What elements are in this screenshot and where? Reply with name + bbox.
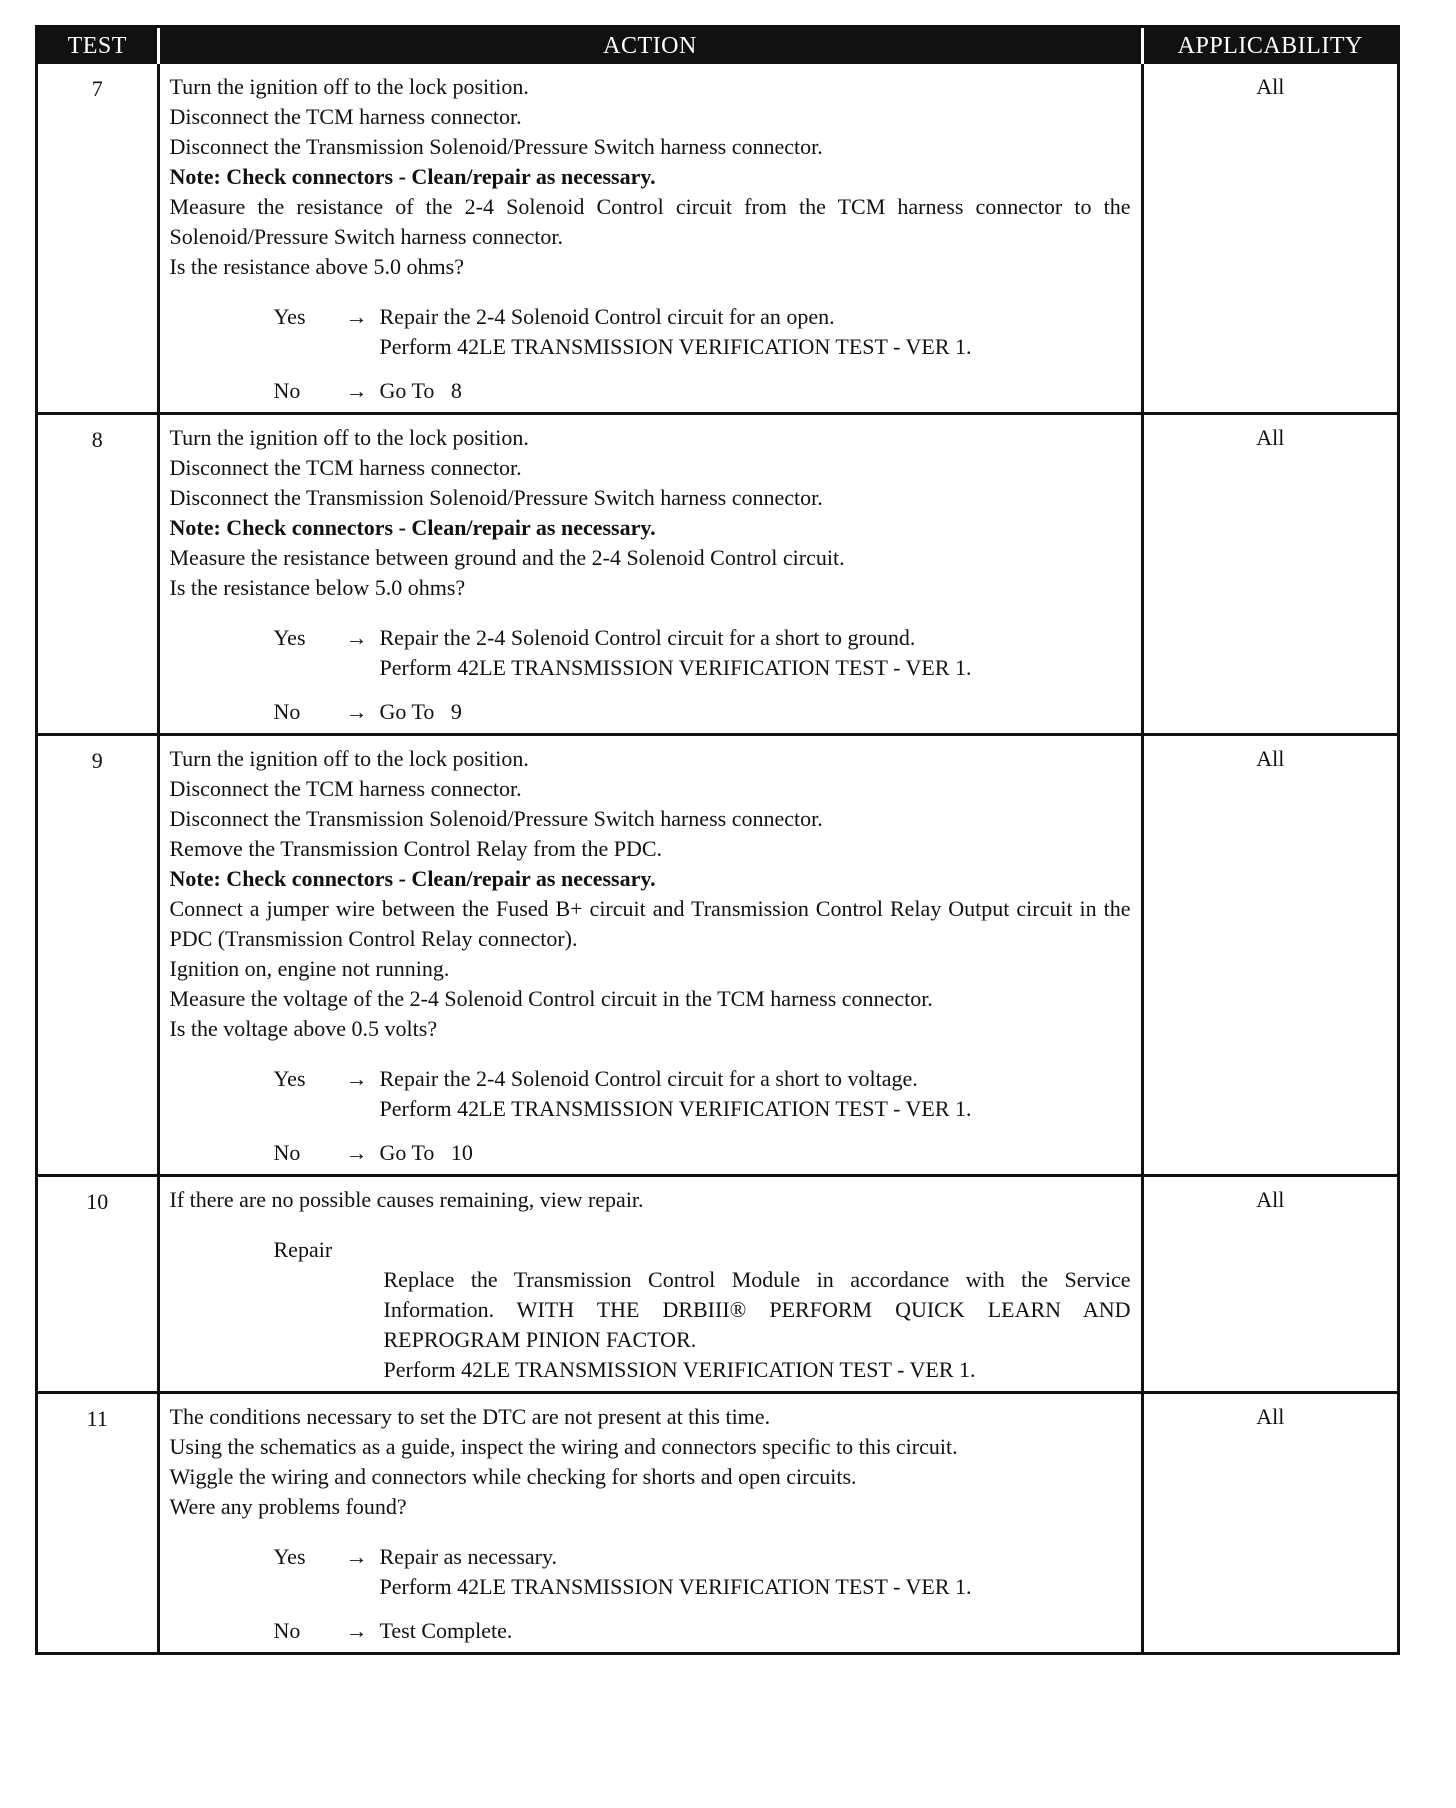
test-number: 7 [38, 64, 158, 414]
no-label: No [273, 378, 301, 403]
arrow-right-icon: → [345, 1140, 368, 1165]
action-cell [158, 735, 1142, 1176]
yes-result-line: Perform 42LE TRANSMISSION VERIFICATION TEST - VER 1. [379, 655, 972, 680]
no-outcome [170, 697, 1131, 727]
no-outcome [170, 376, 1131, 406]
action-step: If there are no possible causes remaining, view repair. [169, 1187, 644, 1212]
applicability-value: All [1142, 735, 1397, 1176]
yes-result [380, 302, 1131, 362]
action-cell [158, 1393, 1142, 1653]
action-step: Wiggle the wiring and connectors while checking for shorts and open circuits. [169, 1464, 857, 1489]
action-step: Disconnect the TCM harness connector. [169, 455, 522, 480]
no-result: Go To 9 [379, 699, 462, 724]
yes-outcome [170, 302, 1131, 362]
action-step: Disconnect the Transmission Solenoid/Pressure Switch harness connector. [169, 806, 823, 831]
repair-text: Replace the Transmission Control Module in accordance with the Service Information. WITH THE DRBIII® PERFORM QUICK LEARN AND REPROGRAM PINION FACTOR. [383, 1267, 1131, 1352]
action-step: Disconnect the Transmission Solenoid/Pressure Switch harness connector. [169, 485, 823, 510]
yes-outcome [170, 1064, 1131, 1124]
table-row [38, 414, 1397, 735]
action-step: Turn the ignition off to the lock position. [169, 74, 529, 99]
action-cell [158, 64, 1142, 414]
yes-result [380, 623, 1131, 683]
action-step: Turn the ignition off to the lock position. [169, 425, 529, 450]
header-action: ACTION [158, 28, 1142, 64]
arrow-right-icon: → [345, 1618, 368, 1643]
action-note: Note: Check connectors - Clean/repair as necessary. [169, 164, 656, 189]
action-step: Turn the ignition off to the lock position. [169, 746, 529, 771]
diagnostic-table-frame [35, 25, 1400, 1655]
arrow-right-icon: → [345, 304, 368, 329]
no-label: No [273, 699, 301, 724]
yes-label: Yes [273, 1544, 306, 1569]
action-question: Were any problems found? [169, 1494, 407, 1519]
action-step: Ignition on, engine not running. [169, 956, 450, 981]
table-header [38, 28, 1397, 64]
arrow-right-icon: → [345, 699, 368, 724]
action-step: Using the schematics as a guide, inspect the wiring and connectors specific to this circuit. [169, 1434, 958, 1459]
test-number: 11 [38, 1393, 158, 1653]
action-step: Measure the resistance between ground and the 2-4 Solenoid Control circuit. [169, 545, 845, 570]
yes-result-line: Repair the 2-4 Solenoid Control circuit for a short to ground. [379, 625, 916, 650]
action-question: Is the resistance below 5.0 ohms? [169, 575, 466, 600]
yes-result [380, 1064, 1131, 1124]
action-step: Measure the resistance of the 2-4 Solenoid Control circuit from the TCM harness connector to the Solenoid/Pressure Switch harness connector. [169, 194, 1131, 249]
action-question: Is the resistance above 5.0 ohms? [169, 254, 464, 279]
applicability-value: All [1142, 1176, 1397, 1393]
no-result: Go To 10 [379, 1140, 473, 1165]
arrow-right-icon: → [345, 625, 368, 650]
table-row [38, 735, 1397, 1176]
yes-outcome [170, 623, 1131, 683]
table-row [38, 64, 1397, 414]
diagnostic-test-table [38, 28, 1397, 1652]
yes-result-line: Perform 42LE TRANSMISSION VERIFICATION TEST - VER 1. [379, 334, 972, 359]
action-step: Remove the Transmission Control Relay from the PDC. [169, 836, 663, 861]
no-result: Test Complete. [379, 1618, 513, 1643]
test-number: 8 [38, 414, 158, 735]
no-outcome [170, 1616, 1131, 1646]
no-outcome [170, 1138, 1131, 1168]
applicability-value: All [1142, 414, 1397, 735]
applicability-value: All [1142, 64, 1397, 414]
arrow-right-icon: → [345, 1066, 368, 1091]
yes-result-line: Repair the 2-4 Solenoid Control circuit for a short to voltage. [379, 1066, 918, 1091]
table-row [38, 1393, 1397, 1653]
applicability-value: All [1256, 1404, 1285, 1429]
action-step: The conditions necessary to set the DTC are not present at this time. [169, 1404, 771, 1429]
action-cell [158, 1176, 1142, 1393]
no-label: No [273, 1618, 301, 1643]
test-number: 9 [38, 735, 158, 1176]
arrow-right-icon: → [345, 1544, 368, 1569]
yes-label: Yes [273, 625, 306, 650]
yes-result-line: Perform 42LE TRANSMISSION VERIFICATION TEST - VER 1. [379, 1574, 972, 1599]
header-applicability: APPLICABILITY [1142, 28, 1397, 64]
test-number: 10 [38, 1176, 158, 1393]
action-note: Note: Check connectors - Clean/repair as necessary. [169, 866, 656, 891]
yes-result-line: Repair as necessary. [379, 1544, 558, 1569]
no-label: No [273, 1140, 301, 1165]
action-step: Disconnect the Transmission Solenoid/Pressure Switch harness connector. [169, 134, 823, 159]
action-note: Note: Check connectors - Clean/repair as necessary. [169, 515, 656, 540]
repair-instructions [384, 1265, 1131, 1355]
yes-label: Yes [273, 304, 306, 329]
table-row [38, 1176, 1397, 1393]
no-result: Go To 8 [379, 378, 462, 403]
action-step: Connect a jumper wire between the Fused B+ circuit and Transmission Control Relay Output circuit in the PDC (Transmission Control Relay connector). [169, 896, 1131, 951]
yes-label: Yes [273, 1066, 306, 1091]
yes-result-line: Repair the 2-4 Solenoid Control circuit for an open. [379, 304, 835, 329]
repair-perform: Perform 42LE TRANSMISSION VERIFICATION TEST - VER 1. [383, 1357, 976, 1382]
header-test: TEST [38, 28, 158, 64]
arrow-right-icon: → [345, 378, 368, 403]
yes-result-line: Perform 42LE TRANSMISSION VERIFICATION TEST - VER 1. [379, 1096, 972, 1121]
yes-result [380, 1542, 1131, 1602]
action-cell [158, 414, 1142, 735]
action-step: Disconnect the TCM harness connector. [169, 104, 522, 129]
action-step: Measure the voltage of the 2-4 Solenoid Control circuit in the TCM harness connector. [169, 986, 933, 1011]
action-question: Is the voltage above 0.5 volts? [169, 1016, 438, 1041]
repair-label: Repair [273, 1237, 333, 1262]
yes-outcome [170, 1542, 1131, 1602]
action-step: Disconnect the TCM harness connector. [169, 776, 522, 801]
